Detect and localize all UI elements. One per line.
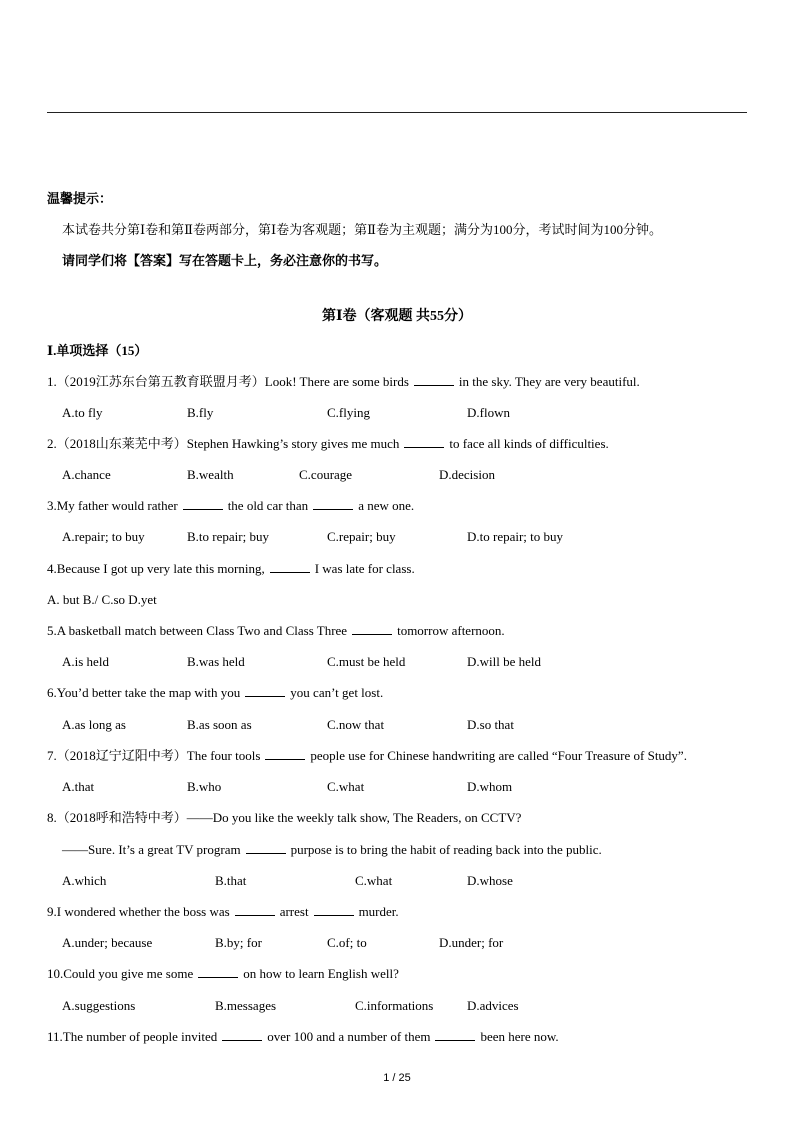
- part-title: Ⅰ.单项选择（15）: [47, 343, 148, 358]
- option-d: D.advices: [467, 998, 519, 1013]
- option-a: A.repair; to buy: [62, 529, 145, 544]
- question-text: on how to learn English well?: [243, 966, 399, 981]
- option-a: A.as long as: [62, 717, 126, 732]
- question-text: I was late for class.: [314, 561, 415, 576]
- answer-blank: [313, 498, 353, 510]
- question-4: [47, 561, 415, 577]
- question-text: a new one.: [358, 498, 415, 513]
- option-b: B.fly: [187, 405, 214, 420]
- question-text: murder.: [358, 904, 399, 919]
- question-text: you can’t get lost.: [290, 685, 384, 700]
- answer-blank: [183, 498, 223, 510]
- question-text: purpose is to bring the habit of reading back into the public.: [290, 842, 602, 857]
- question-text: tomorrow afternoon.: [397, 623, 505, 638]
- option-c: C.flying: [327, 405, 370, 420]
- answer-blank: [245, 685, 285, 697]
- option-a: A.is held: [62, 654, 109, 669]
- answer-blank: [265, 748, 305, 760]
- question-5: [47, 623, 505, 639]
- option-d: D.whose: [467, 873, 513, 888]
- question-9: [47, 904, 399, 920]
- question-text: the old car than: [227, 498, 309, 513]
- option-b: B.by; for: [215, 935, 262, 950]
- option-c: C.now that: [327, 717, 385, 732]
- question-text: 4.Because I got up very late this morning,: [47, 561, 265, 576]
- question-text: 10.Could you give me some: [47, 966, 194, 981]
- question-text: people use for Chinese handwriting are called “Four Treasure of Study”.: [310, 748, 687, 763]
- question-2: [47, 436, 609, 452]
- option-b: B.that: [215, 873, 247, 888]
- option-b: B.as soon as: [187, 717, 252, 732]
- question-text: 5.A basketball match between Class Two and Class Three: [47, 623, 348, 638]
- option-a: A.suggestions: [62, 998, 136, 1013]
- question-text: over 100 and a number of them: [267, 1029, 431, 1044]
- option-d: D.so that: [467, 717, 514, 732]
- option-a: A.which: [62, 873, 107, 888]
- question-6: [47, 685, 383, 701]
- option-c: C.courage: [299, 467, 353, 482]
- options-inline: A. but B./ C.so D.yet: [47, 592, 157, 607]
- tip-line-1: 本试卷共分第Ⅰ卷和第Ⅱ卷两部分，第Ⅰ卷为客观题；第Ⅱ卷为主观题；满分为100分，考试时间为100分钟。: [62, 222, 662, 237]
- option-c: C.what: [327, 779, 365, 794]
- answer-blank: [270, 561, 310, 573]
- section-title: 第Ⅰ卷（客观题 共55分）: [321, 309, 473, 324]
- question-text: in the sky. They are very beautiful.: [458, 374, 640, 389]
- option-c: C.what: [355, 873, 393, 888]
- question-3: [47, 498, 414, 514]
- option-a: A.under; because: [62, 935, 153, 950]
- option-d: D.will be held: [467, 654, 542, 669]
- answer-blank: [198, 966, 238, 978]
- question-7: [47, 748, 687, 764]
- page-number: 1 / 25: [383, 1072, 411, 1084]
- answer-blank: [404, 436, 444, 448]
- question-text: 1.（2019江苏东台第五教育联盟月考）Look! There are some birds: [47, 374, 409, 389]
- question-text: been here now.: [480, 1029, 559, 1044]
- option-b: B.wealth: [187, 467, 234, 482]
- header-rule: [47, 112, 747, 113]
- option-d: D.under; for: [439, 935, 504, 950]
- tip-line-2: 请同学们将【答案】写在答题卡上，务必注意你的书写。: [62, 253, 388, 268]
- option-c: C.informations: [355, 998, 434, 1013]
- question-8: 8.（2018呼和浩特中考）——Do you like the weekly talk show, The Readers, on CCTV?: [47, 810, 522, 825]
- question-text: ——Sure. It’s a great TV program: [62, 842, 241, 857]
- question-text: 9.I wondered whether the boss was: [47, 904, 230, 919]
- option-c: C.of; to: [327, 935, 367, 950]
- answer-blank: [352, 623, 392, 635]
- answer-blank: [235, 904, 275, 916]
- question-11: [47, 1029, 559, 1045]
- option-b: B.who: [187, 779, 222, 794]
- option-d: D.to repair; to buy: [467, 529, 564, 544]
- question-text: 7.（2018辽宁辽阳中考）The four tools: [47, 748, 261, 763]
- answer-blank: [246, 842, 286, 854]
- option-d: D.flown: [467, 405, 510, 420]
- question-text: 2.（2018山东莱芜中考）Stephen Hawking’s story gives me much: [47, 436, 400, 451]
- question-text: 11.The number of people invited: [47, 1029, 218, 1044]
- answer-blank: [435, 1029, 475, 1041]
- question-text: to face all kinds of difficulties.: [449, 436, 609, 451]
- answer-blank: [414, 374, 454, 386]
- option-d: D.decision: [439, 467, 495, 482]
- answer-blank: [314, 904, 354, 916]
- option-d: D.whom: [467, 779, 513, 794]
- question-text: 6.You’d better take the map with you: [47, 685, 241, 700]
- option-a: A.that: [62, 779, 95, 794]
- option-c: C.repair; buy: [327, 529, 396, 544]
- option-a: A.chance: [62, 467, 111, 482]
- question-1: [47, 374, 640, 390]
- tip-label: 温馨提示：: [47, 191, 113, 206]
- question-8-line-2: [62, 842, 602, 858]
- option-a: A.to fly: [62, 405, 103, 420]
- option-b: B.to repair; buy: [187, 529, 269, 544]
- question-text: 3.My father would rather: [47, 498, 178, 513]
- option-b: B.was held: [187, 654, 245, 669]
- question-10: [47, 966, 399, 982]
- option-b: B.messages: [215, 998, 277, 1013]
- option-c: C.must be held: [327, 654, 406, 669]
- answer-blank: [222, 1029, 262, 1041]
- question-text: arrest: [279, 904, 309, 919]
